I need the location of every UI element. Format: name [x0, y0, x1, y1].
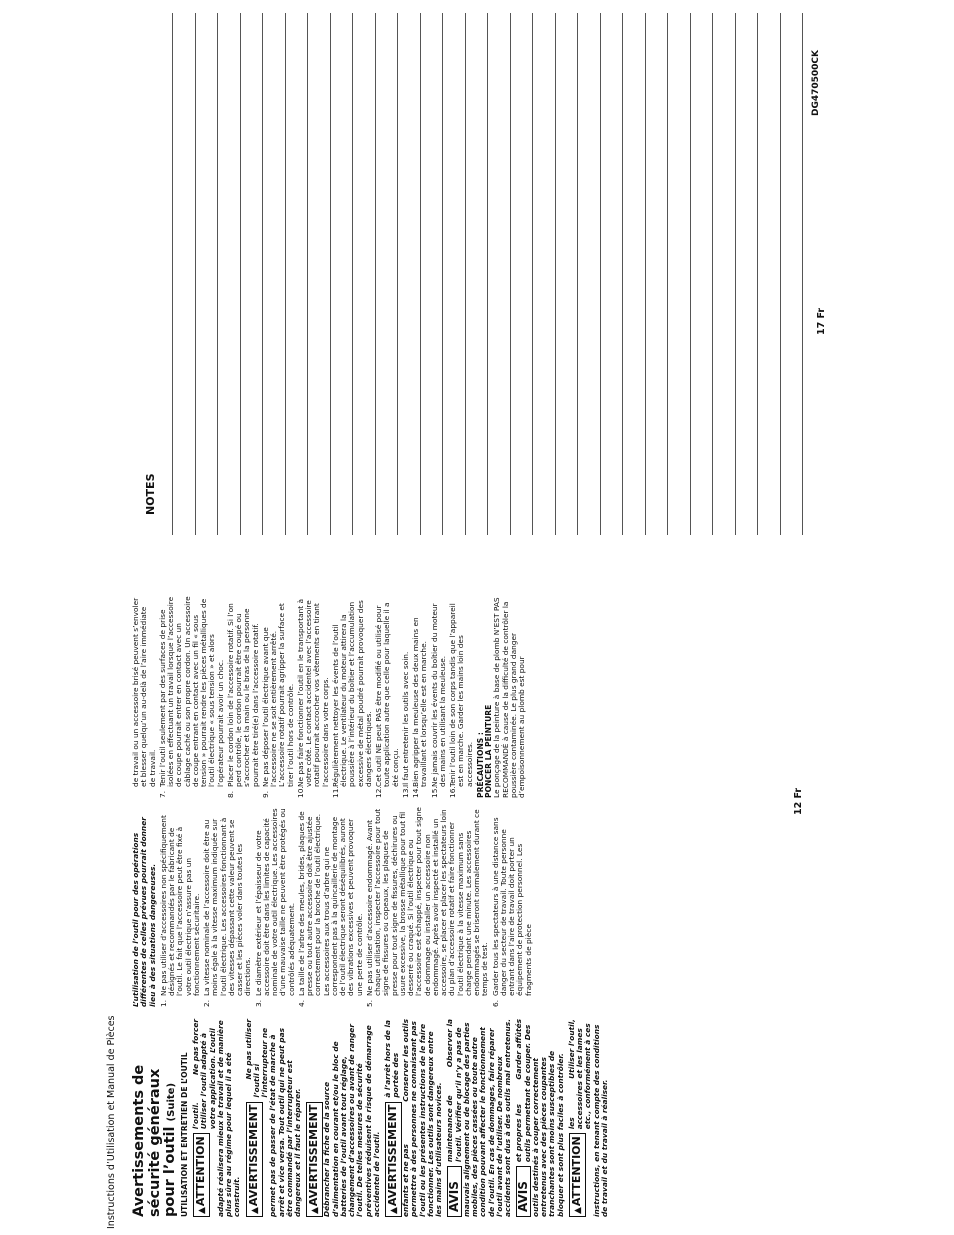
avis-label: AVIS	[447, 1166, 462, 1217]
model-number: DG470500CK	[811, 49, 821, 116]
item-number: 5.	[364, 999, 374, 1007]
item-number: 13.	[400, 786, 410, 798]
column-safety-warnings	[132, 1019, 611, 1217]
warning-lead: Utiliser l’outil,	[566, 1019, 576, 1079]
list-item	[492, 807, 533, 1007]
note-line	[645, 13, 646, 535]
warning-lead: Ne pas forcer	[191, 1019, 200, 1075]
note-line	[510, 13, 511, 535]
notes-title: NOTES	[144, 473, 157, 515]
item-number: 1.	[158, 999, 168, 1007]
note-line	[780, 13, 781, 535]
note-line	[577, 13, 578, 535]
item-text: Cet outil NE peut PAS être modifié ou utilisé pour toute application autre que celle pour laquelle il a été conçu.	[374, 602, 400, 787]
avertissement-label: ▲AVERTISSEMENT	[306, 1102, 323, 1217]
precautions-heading: PRÉCAUTIONS :	[475, 732, 485, 798]
item-number: 16.	[448, 786, 457, 798]
item-text: Tenir l’outil loin de son corps tandis que l’appareil est en marche. Garder les mains loin des accessoires.	[448, 603, 474, 787]
warning-text: et propres les outils permettant de couper. Des outils destinés à couper correctement entretenus avec des pièces coupantes tranchantes sont moins susceptibles de bloquer et sont plus faciles à contrôler.	[514, 1024, 565, 1217]
warning-lead: Observer la	[445, 1019, 455, 1068]
list-item	[159, 596, 225, 798]
note-line	[735, 13, 736, 535]
avertissement-label: ▲AVERTISSEMENT	[385, 1102, 402, 1217]
warning-text: Débrancher la fiche de la source d’alimentation en courant et/ou le bloc de batteries de l’outil avant tout réglage, changement d’accessoires ou avant de ranger l’outil. De telles mesures de sécurité préventives réduisent le risque de démarrage accidentel de l’outil.	[322, 1024, 381, 1217]
item-number: 11.	[330, 786, 340, 798]
list-item	[449, 596, 474, 798]
continued-text: de travail ou un accessoire brisé peuvent s’envoler et blesser quelqu’un au-delà de l’aire immédiate de travail.	[131, 597, 157, 787]
note-line	[442, 13, 443, 535]
warning-lead: Ne pas utiliser	[243, 1019, 253, 1080]
attention-label: ▲ATTENTION	[569, 1133, 586, 1217]
item-text: Régulièrement nettoyer les évents de l’outil électrique. Le ventilateur du moteur attirera la poussière à l’intérieur du boîtier et l’accumulation excessive de métal poudré pourrait provoquer des dangers électriques.	[330, 600, 373, 787]
warning-triangle-icon: ▲	[249, 1207, 260, 1214]
warning-text: maintenance de l’outil. Vérifier qu’il n’y a pas de mauvais alignement ou de blocage des parties mobiles, des pièces cassées ou toute autre condition pouvant affecter le fonctionnement de l’outil. En cas de dommages, faire réparer l’outil avant de l’utiliser. De nombreux accidents sont dus à des outils mal entretenus.	[445, 1019, 512, 1217]
note-line	[195, 13, 196, 535]
avis-label: AVIS	[516, 1166, 531, 1217]
item-text: La vitesse nominale de l’accessoire doit être au moins égale à la vitesse maximum indiquée sur l’outil électrique. Les accessoires fonctionnant à des vitesses dépassant cette valeur peuvent se casser et les pièces voler dans toutes les directions.	[202, 817, 253, 996]
precautions-subheading: PONCER LA PEINTURE	[484, 704, 493, 798]
warning-block	[305, 1019, 381, 1217]
warning-triangle-icon: ▲	[572, 1207, 583, 1214]
list-item	[332, 596, 373, 798]
item-number: 2.	[202, 999, 211, 1007]
note-line	[487, 13, 488, 535]
section-title: Avertissements de sécurité généraux pour l’outil (Suite)	[131, 1064, 178, 1217]
note-line	[420, 13, 421, 535]
list-item	[255, 807, 296, 1007]
warning-block	[568, 1019, 609, 1217]
numbered-list	[159, 596, 474, 798]
warning-block	[384, 1019, 443, 1217]
list-item	[402, 596, 410, 798]
item-text: Le diamètre extérieur et l’épaisseur de votre accessoire doit être dans les limites de capacité nominale de votre outil électrique. Les accessoires d’une mauvaise taille ne peuvent être protégés ou contrôlés adéquatement.	[253, 808, 296, 996]
subsection-title: UTILISATION ET ENTRETIEN DE L’OUTIL	[179, 1052, 189, 1217]
warning-triangle-icon: ▲	[389, 1207, 399, 1214]
note-line	[757, 13, 758, 535]
warning-block	[515, 1019, 565, 1217]
note-line	[240, 13, 241, 535]
note-line	[532, 13, 533, 535]
numbered-list	[160, 807, 533, 1007]
note-line	[667, 13, 668, 535]
note-line	[172, 13, 173, 535]
warning-text: l’outil si l’interrupteur ne permet pas de passer de l’état de marche à arrêt et vice versa. Tout outil qui ne peut pas être commandé par l’interrupteur est dangereux et il faut le réparer.	[251, 1027, 302, 1217]
item-number: 3.	[253, 999, 263, 1007]
warning-block	[446, 1019, 512, 1217]
item-text: Garder tous les spectateurs à une distance sans danger du secteur de travail. Toute personne entrant dans l’aire de travail doit porter un équipement de protection personnel. Les fragments de pièce	[490, 817, 533, 996]
item-text: Ne pas utiliser d’accessoire endommagé. Avant chaque utilisation, inspecter l’accessoire pour tout signe de fissures ou copeaux, les plaques de presse pour tout signe de fissures, déchirures ou usure excessive, la brosse métallique pour tout fil desserré ou craqué. Si l’outil électrique ou l’accessoire est échappé, inspecter pour tout signe de dommage ou installer un accessoire non endommagé. Après avoir inspecté et installé un accessoire, se placer et placer les spectateurs loin du plan d’accessoire rotatif et faire fonctionner l’outil électrique à la vitesse maximum sans charge pendant une minute. Les accessoires endommagés se briseront normalement durant ce temps de test.	[364, 807, 490, 996]
precautions-text: Le ponçage de la peinture à base de plomb N’EST PAS RECOMMANDÉ à cause de la difficulté de contrôler la poussière contaminée. Le plus grand danger d’empoisonnement au plomb est pour	[492, 597, 526, 798]
note-line	[330, 13, 331, 535]
item-number: 4.	[296, 999, 306, 1007]
page-number-right: 17 Fr	[816, 307, 827, 335]
item-number: 7.	[157, 790, 167, 798]
list-item	[375, 596, 400, 798]
warning-block	[192, 1019, 242, 1217]
warning-triangle-icon: ▲	[310, 1207, 321, 1214]
list-item	[203, 807, 253, 1007]
note-line	[397, 13, 398, 535]
running-header: Instructions d’Utilisation et Manual de Pièces	[106, 1015, 117, 1229]
item-number: 15.	[429, 786, 439, 798]
item-text: Tenir l’outil seulement par des surfaces de prise isolées en effectuant un travail lorsque l’accessoire de coupe pourrait entrer en contact avec un câblage caché ou son propre cordon. Un accessoire de coupe entrant en contact avec un fil « sous tension » pourrait rendre les pièces métalliques de l’outil électrique « sous tension » et alors l’opérateur pourrait avoir un choc.	[157, 596, 225, 787]
item-number: 14.	[411, 786, 420, 798]
item-number: 8.	[225, 790, 235, 798]
item-text: Il faut entretenir les outils avec soin.	[400, 651, 410, 787]
list-item	[160, 807, 201, 1007]
note-line	[690, 13, 691, 535]
item-number: 6.	[490, 999, 500, 1007]
note-line	[600, 13, 601, 535]
item-text: Bien agripper la meuleuse des deux mains en travaillant et lorsqu’elle est en marche.	[411, 617, 429, 787]
item-number: 9.	[260, 790, 270, 798]
note-line	[262, 13, 263, 535]
avertissement-label: ▲AVERTISSEMENT	[246, 1102, 263, 1217]
warning-text: l’outil. Utiliser l’outil adapté à votre application. L’outil adapté réalisera mieux le travail et de manière plus sûre au régime pour lequel il a été construit.	[191, 1020, 242, 1217]
list-item	[227, 596, 260, 798]
list-item	[262, 596, 295, 798]
item-text: La taille de l’arbre des meules, brides, plaques de presse ou tout autre accessoire doit être ajustée correctement pour la broche de l’outil électrique. Les accessoires aux trous d’arbre qui ne correspondent pas à la quincaillerie de montage de l’outil électrique seront déséquilibrés, auront des vibrations excessives et peuvent provoquer une perte de contrôle.	[296, 811, 364, 996]
note-line	[307, 13, 308, 535]
warning-text: les accessoires et les lames etc., conformément à ces instructions, en tenant compte des conditions de travail et du travail à réaliser.	[566, 1023, 609, 1217]
item-text: Ne pas faire fonctionner l’outil en le transportant à votre côté. Le contact accidentel avec l’accessoire rotatif pourrait accrocher vos vêtements en tirant l’accessoire dans votre corps.	[295, 598, 330, 787]
warning-triangle-icon: ▲	[197, 1207, 207, 1214]
page-number-left: 12 Fr	[793, 787, 804, 815]
item-text: Ne jamais couvrir les évents du boîtier du moteur des mains en utilisant la meuleuse.	[429, 603, 447, 787]
note-line	[712, 13, 713, 535]
warning-lead: Conserver les outils	[401, 1019, 410, 1102]
intro-warning: L’utilisation de l’outil pour des opérations différentes de celles prévues pourrait donner lieu à des situations dangereuses.	[131, 817, 157, 1007]
note-line	[285, 13, 286, 535]
item-text: Placer le cordon loin de l’accessoire rotatif. Si l’on perd contrôle, le cordon pourrait être coupé ou s’accrocher et la main ou le bras de la personne pourrait être tiré(e) dans l’accessoire rotatif.	[225, 603, 260, 787]
list-item	[431, 596, 448, 798]
note-line	[352, 13, 353, 535]
list-item	[366, 807, 490, 1007]
list-item	[412, 596, 429, 798]
column-operation-rules	[132, 596, 527, 798]
list-item	[298, 807, 364, 1007]
list-item	[297, 596, 330, 798]
item-number: 12.	[374, 786, 383, 798]
item-number: 10.	[295, 786, 305, 798]
item-text: Ne pas utiliser d’accessoires non spécifiquement désignés et recommandés par le fabricant de l’outil. Le fait que l’accessoire peut être fixé à votre outil électrique n’assure pas un fonctionnement sécuritaire.	[158, 815, 201, 996]
warning-block	[245, 1019, 303, 1217]
note-line	[375, 13, 376, 535]
warning-lead: Garder affûtés	[514, 1019, 524, 1080]
warning-text: à l’arrêt hors de la portée des enfants et ne pas permettre à des personnes ne connaissant pas l’outil ou les présentes instructions de le faire fonctionner. Les outils sont dangereux entre les mains d’utilisateurs novices.	[383, 1020, 443, 1217]
note-line	[217, 13, 218, 535]
attention-label: ▲ATTENTION	[193, 1133, 210, 1217]
note-line	[555, 13, 556, 535]
note-line	[622, 13, 623, 535]
note-line	[465, 13, 466, 535]
item-text: Ne pas déposer l’outil électrique avant que l’accessoire ne se soit entièrement arrêté. L’accessoire rotatif pourrait agripper la surface et tirer l’outil hors de contrôle.	[260, 603, 295, 787]
column-accessory-rules	[132, 807, 535, 1007]
note-line	[802, 13, 803, 535]
